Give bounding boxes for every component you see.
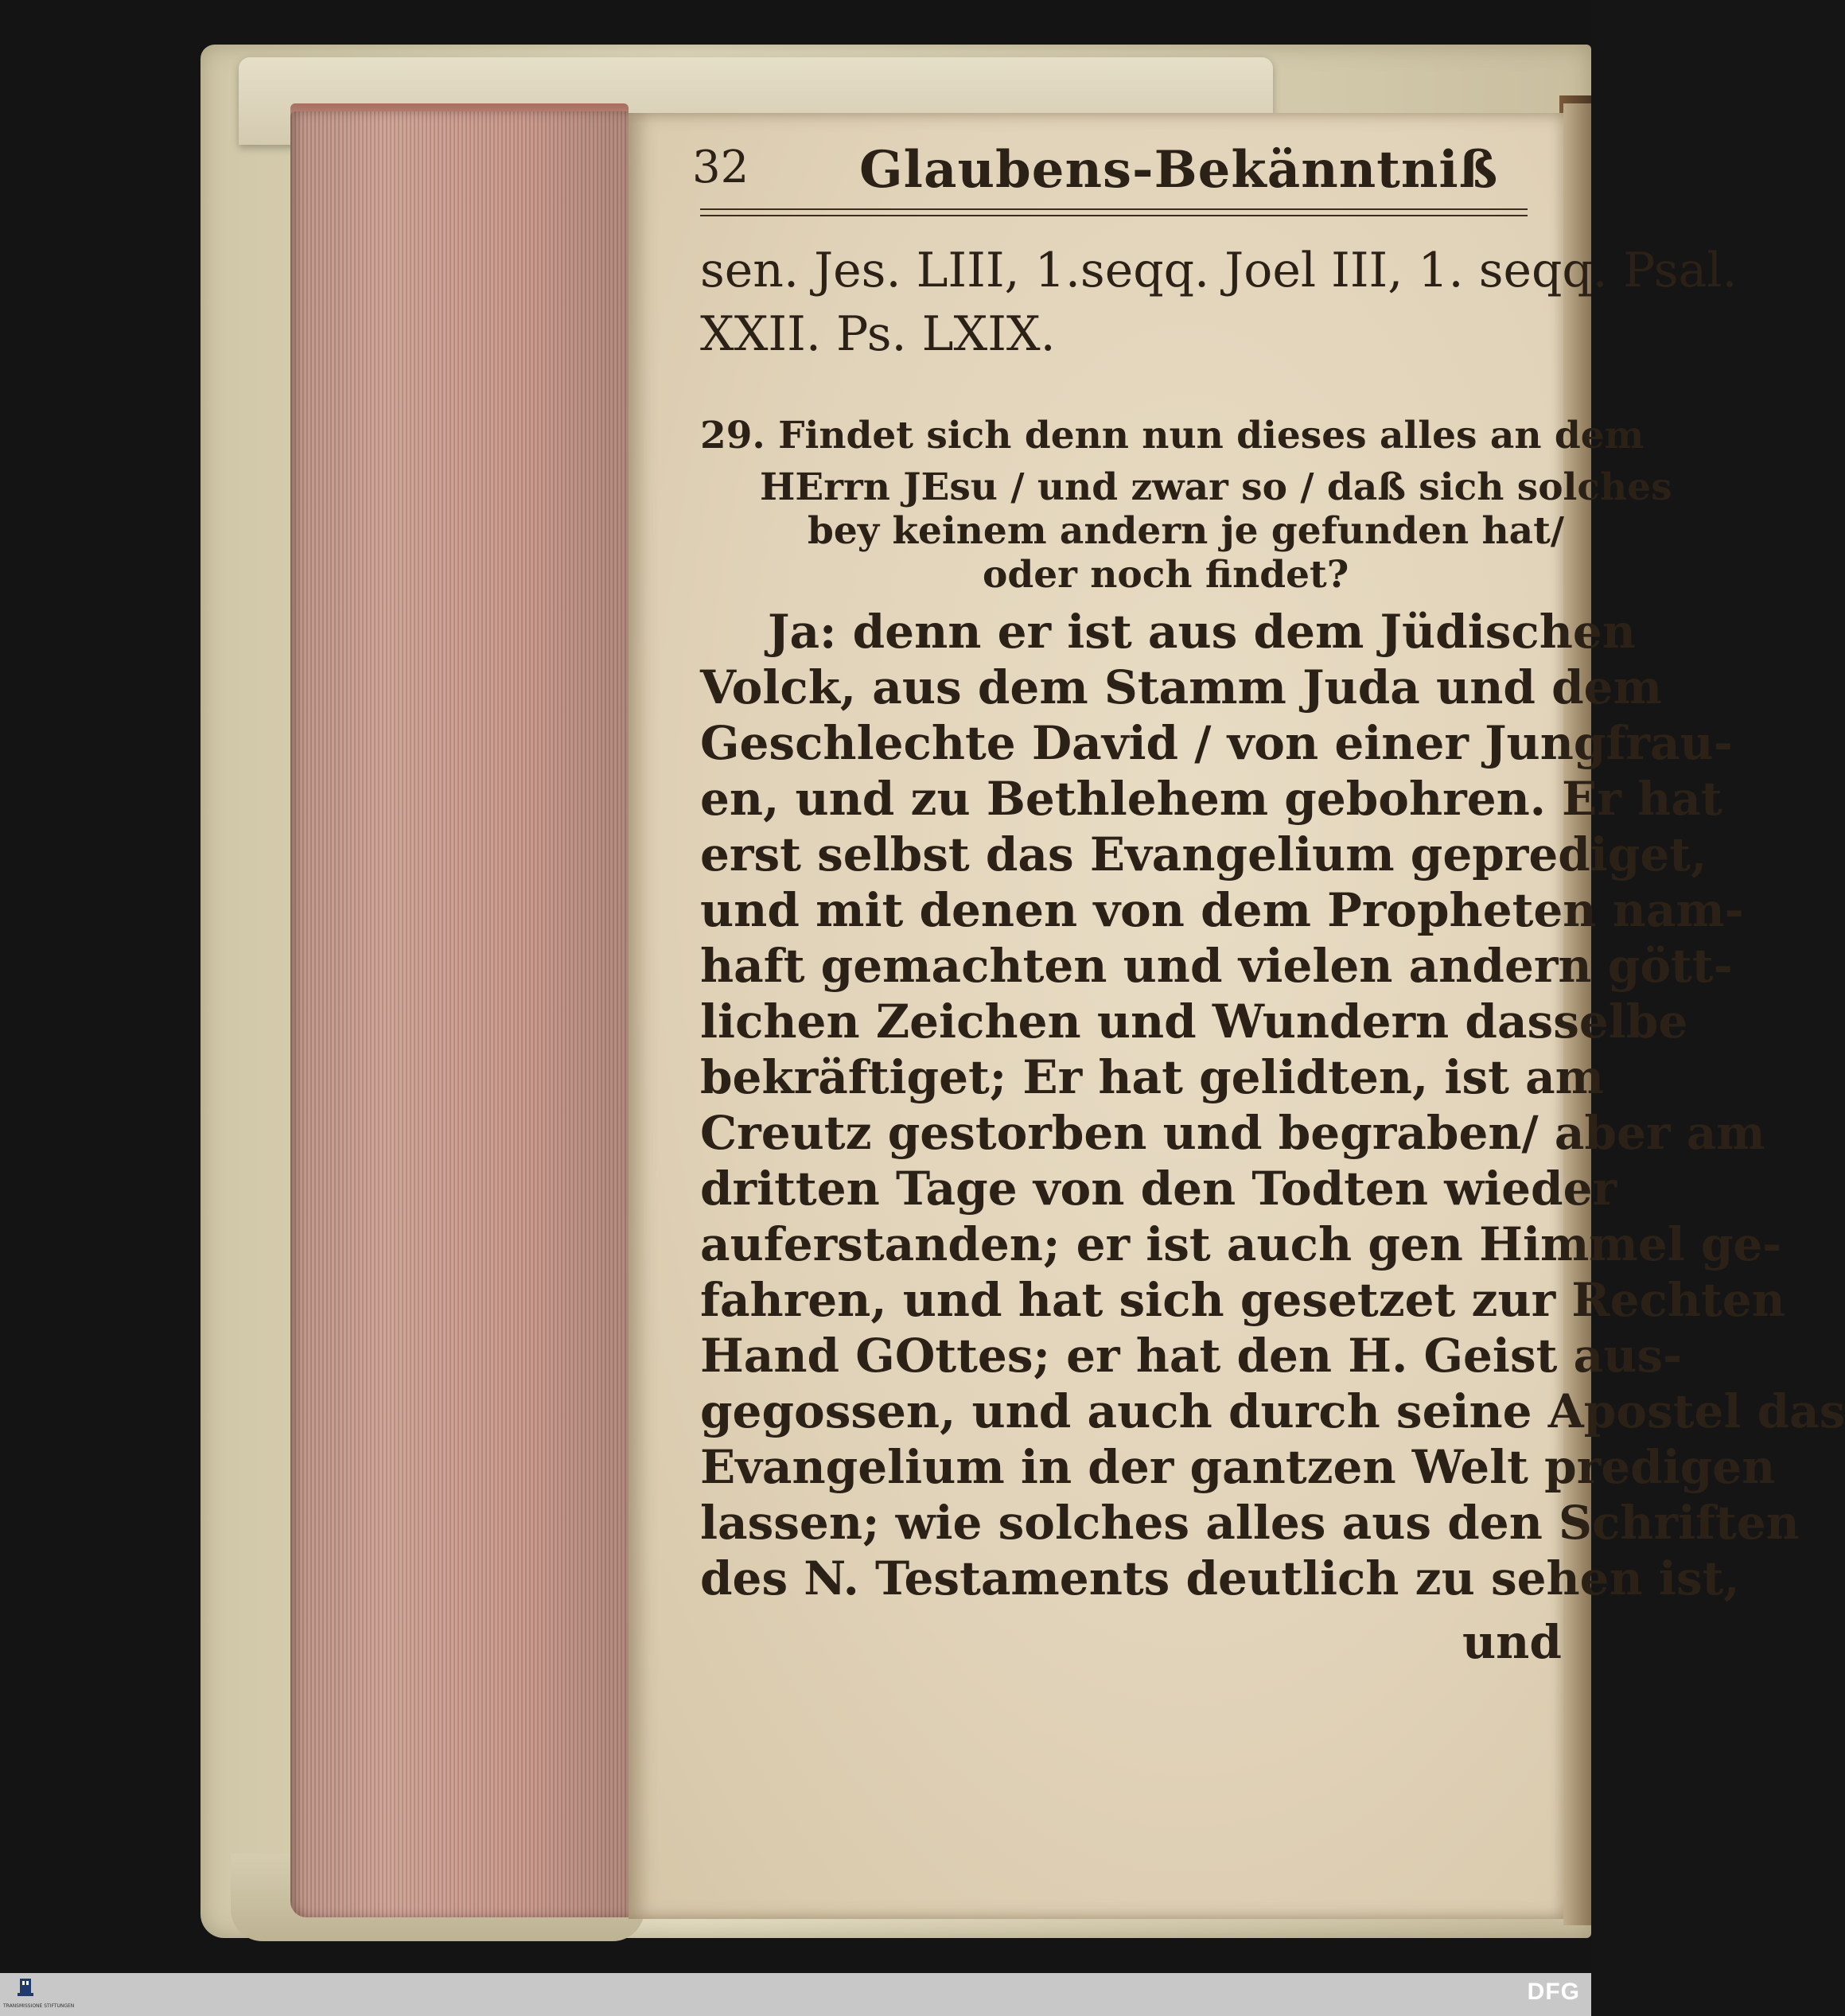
answer-line: erst selbst das Evangelium geprediget, [700,827,1707,882]
question-line: oder noch findet? [983,553,1349,597]
answer-line: auferstanden; er ist auch gen Himmel ge- [700,1217,1782,1271]
answer-line: lichen Zeichen und Wundern dasselbe [700,994,1688,1049]
question-line: 29. Findet sich denn nun dieses alles an dem [700,414,1645,457]
page-number: 32 [692,142,749,193]
answer-line: und mit denen von dem Propheten nam- [700,883,1744,937]
logo-caption: TRANSMISSIONE STIFTUNGEN [3,2003,75,2009]
dfg-logo: DFG [1527,1979,1580,2005]
answer-line: lassen; wie solches alles aus den Schriften [700,1496,1800,1550]
page-block-fore-edge [290,111,629,1917]
answer-line: Ja: denn er ist aus dem Jüdischen [768,605,1636,659]
answer-line: haft gemachten und vielen andern gött- [700,939,1733,993]
question-line: HErrn JEsu / und zwar so / daß sich solches [760,465,1672,509]
answer-line: Geschlechte David / von einer Jungfrau- [700,716,1733,770]
answer-line: Creutz gestorben und begraben/ aber am [700,1106,1765,1160]
answer-line: bekräftiget; Er hat gelidten, ist am [700,1050,1605,1104]
answer-line: dritten Tage von den Todten wieder [700,1162,1617,1216]
answer-line: fahren, und hat sich gesetzet zur Rechten [700,1273,1785,1327]
answer-line: Volck, aus dem Stamm Juda und dem [700,660,1662,714]
question-line: bey keinem andern je gefunden hat/ [808,509,1565,553]
answer-line: en, und zu Bethlehem gebohren. Er hat [700,772,1722,826]
answer-line: des N. Testaments deutlich zu sehen ist, [700,1551,1740,1605]
reference-line: sen. Jes. LIII, 1.seqq. Joel III, 1. seqq. Psal. [700,243,1738,298]
scan-footer-bar [0,1973,1591,2016]
catchword: und [1462,1615,1562,1669]
answer-line: gegossen, und auch durch seine Apostel das [700,1384,1845,1438]
header-rule [700,208,1528,216]
answer-line: Hand GOttes; er hat den H. Geist aus- [700,1329,1683,1383]
reference-line: XXII. Ps. LXIX. [700,306,1056,362]
answer-line: Evangelium in der gantzen Welt predigen [700,1440,1776,1494]
running-head: Glaubens-Bekänntniß [859,140,1499,200]
